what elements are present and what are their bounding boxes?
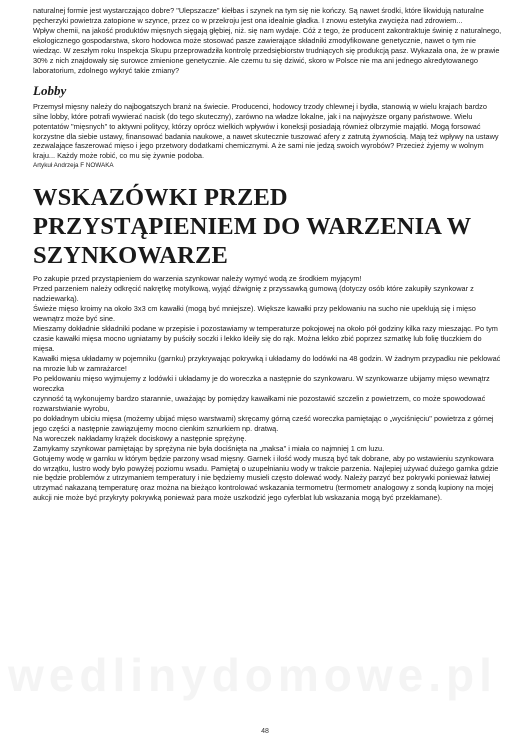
instruction-line: Świeże mięso kroimy na około 3x3 cm kawałki (mogą być mniejsze). Większe kawałki przy peklowaniu na sucho nie upeklują się i mięso wewnątrz może być sine. bbox=[33, 304, 476, 324]
main-title: WSKAZÓWKI PRZED PRZYSTĄPIENIEM DO WARZENIA W SZYNKOWARZE bbox=[33, 184, 471, 270]
lobby-paragraph: Przemysł mięsny należy do najbogatszych branż na świecie. Producenci, hodowcy trzody chlewnej i bydła, stanowią w wielu krajach bardzo silne lobby, które potrafi wywierać nacisk (do tego skuteczny), zarówno na władze lokalne, jak i na najwyższe organy państwowe. Wielu potentatów "mięsnych" to aktywni politycy, którzy oprócz wielkich wpływów i koneksji posiadają również olbrzymie majątki. Mogą forsować korzystne dla siebie ustawy, finansować badania naukowe, a nawet skutecznie tuszować afery z zatrutą żywnością. Mają też wpływy na ustawy zezwalające faszerować mięso i jego przetwory dodatkami chemicznymi. A że sami nie jedzą swoich wyrobów? Przecież żyjemy w wolnym kraju... Każdy może robić, co mu się żywnie podoba. bbox=[33, 101, 499, 161]
instruction-line: Na woreczek nakładamy krążek dociskowy a następnie sprężynę. bbox=[33, 433, 247, 443]
article-credit: Artykuł Andrzeja F NOWAKA bbox=[33, 162, 114, 170]
instruction-line: Po peklowaniu mięso wyjmujemy z lodówki i układamy je do woreczka a następnie do szynkowaru. W szynkowarze ubijamy mięso wewnątrz woreczka bbox=[33, 373, 490, 393]
watermark: wedlinydomowe.pl bbox=[8, 649, 497, 701]
document-page bbox=[33, 6, 503, 503]
instruction-line: Gotujemy wodę w garnku w którym będzie parzony wsad mięsny. Garnek i ilość wody muszą być tak dobrane, aby po wstawieniu szynkowara do wrzątku, lustro wody było powyżej poziomu wsadu. Pamiętaj o uzupełnianiu wody w trakcie parzenia. Najlepiej używać dużego garnka gdzie nie będzie problemów z utrzymaniem temperatury i nie będziemy musieli często dolewać wody. Należy parzyć bez pokrywki ponieważ łatwiej utrzymać nakazaną temperaturę oraz można na bieżąco kontrolować wskazania termometru (termometr analogowy z sondą kupiony na mojej aukcji nie może być przykryty pokrywką ponieważ para może uszkodzić jego cyferblat lub wskazania mogą być przekłamane). bbox=[33, 453, 499, 503]
instructions-block bbox=[33, 274, 503, 503]
instruction-line: Mieszamy dokładnie składniki podane w przepisie i pozostawiamy w temperaturze pokojowej na około pół godziny kilka razy mieszając. Po tym czasie kawałki mięsa mocno ugniatamy by puściły soczki i lekko kleiły się do rąk. Można lekko zbić poprzez szmatkę lub folię tłuczkiem do mięsa. bbox=[33, 324, 498, 354]
page-number: 48 bbox=[261, 728, 269, 735]
intro-paragraph-1: naturalnej formie jest wystarczająco dobre? "Ulepszacze" kiełbas i szynek na tym się nie kończy. Są nawet środki, które likwidują naturalne pęcherzyki powietrza zatopione w szynce, przez co w przekroju jest ona idealnie gładka. I znowu estetyka zwycięża nad zdrowiem... bbox=[33, 6, 484, 25]
instruction-line: Po zakupie przed przystąpieniem do warzenia szynkowar należy wymyć wodą ze środkiem myjącym! bbox=[33, 274, 362, 284]
instruction-line: czynność tą wykonujemy bardzo starannie, uważając by pomiędzy kawałkami nie pozostawić szczelin z powietrzem, co może spowodować rozwarstwianie wyrobu, bbox=[33, 393, 486, 413]
instruction-line: Zamykamy szynkowar pamiętając by sprężyna nie była dociśnięta na „maksa" i miała co najmniej 1 cm luzu. bbox=[33, 443, 385, 453]
instruction-line: Kawałki mięsa układamy w pojemniku (garnku) przykrywając pokrywką i układamy do lodówki na 48 godzin. W żadnym przypadku nie peklować na mrozie lub w zamrażarce! bbox=[33, 354, 501, 373]
intro-paragraph-2: Wpływ chemii, na jakość produktów mięsnych sięgają głębiej, niż. się nam wydaje. Cóż z tego, że producent zakontraktuje świnię z naturalnego, ekologicznego gospodarstwa, skoro hodowca może stosować pasze zawierające składniki zmodyfikowane genetycznie, nawet o tym nie wiedząc. W zeszłym roku Inspekcja Skupu przeprowadziła kontrolę przedsiębiorstw trudniących się produkcją pasz. Wykazała ona, że w prawie 30% z nich znajdowały się surowce zmienione genetycznie. Ale czemu tu się dziwić, skoro w Polsce nie ma ani jednego akredytowanego laboratorium, zdolnego wykryć takie zmiany? bbox=[33, 25, 502, 75]
instruction-line: Przed parzeniem należy odkręcić nakrętkę motylkową, wyjąć dźwignię z przyssawką gumową (dotyczy osób które zakupiły szynkowar z nadziewarką). bbox=[33, 284, 474, 304]
section-heading-lobby: Lobby bbox=[33, 82, 67, 98]
instruction-line: po dokładnym ubiciu mięsa (możemy ubijać mięso warstwami) skręcamy górną cześć woreczka pamiętając o „wyciśnięciu" powietrza z górnej jego części a następnie zawiązujemy mocno cienkim sznurkiem np. dratwą. bbox=[33, 413, 494, 433]
